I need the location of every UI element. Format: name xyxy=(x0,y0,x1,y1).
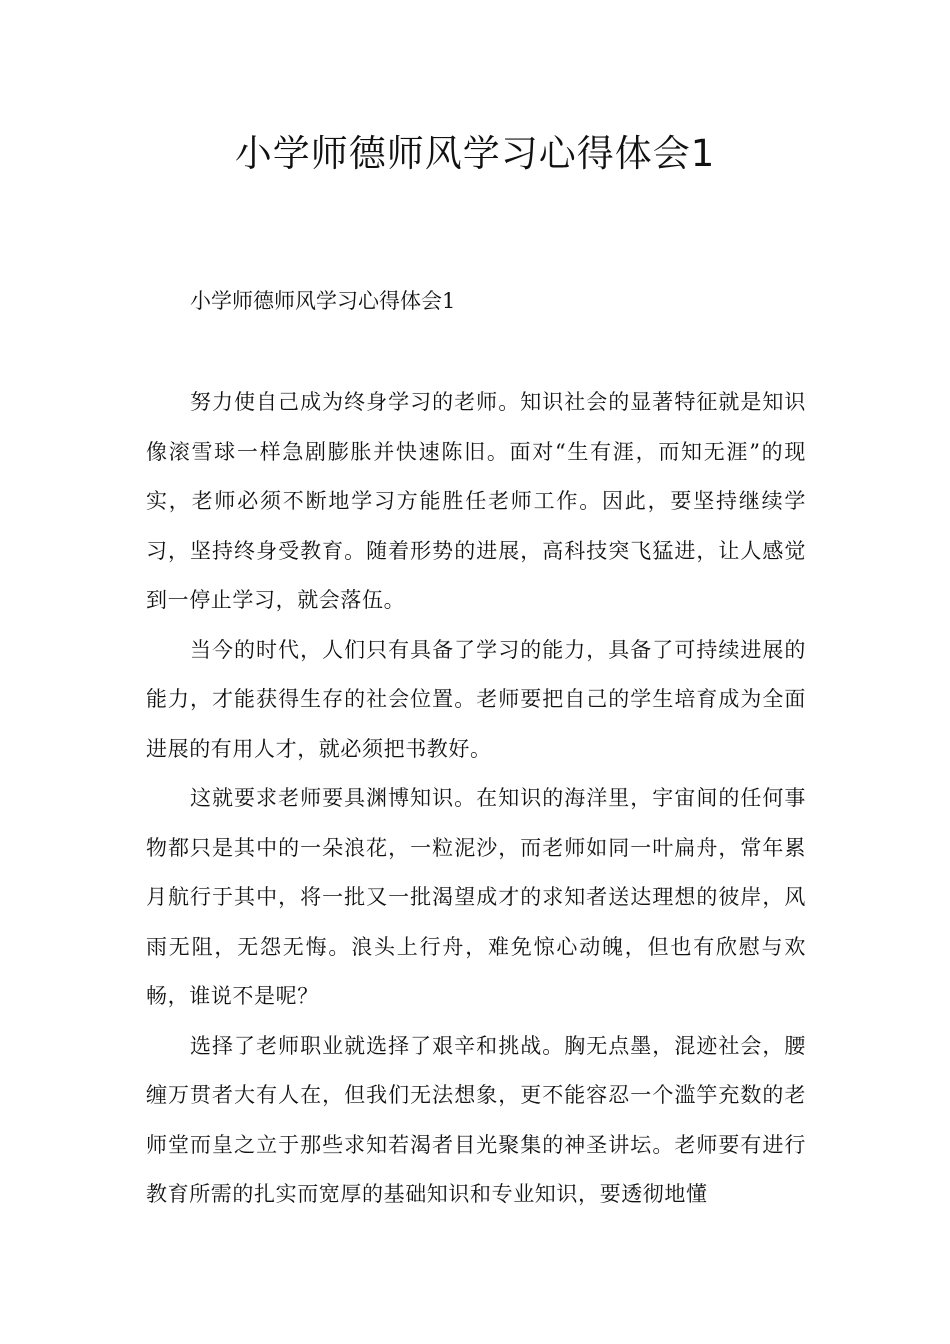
document-subheading: 小学师德师风学习心得体会1 xyxy=(190,289,456,313)
paragraph: 努力使自己成为终身学习的老师。知识社会的显著特征就是知识像滚雪球一样急剧膨胀并快速陈旧。面对“生有涯，而知无涯”的现实，老师必须不断地学习方能胜任老师工作。因此，要坚持继续学习，坚持终身受教育。随着形势的进展，高科技突飞猛进，让人感觉到一停止学习，就会落伍。 xyxy=(146,390,806,612)
paragraph: 这就要求老师要具渊博知识。在知识的海洋里，宇宙间的任何事物都只是其中的一朵浪花，一粒泥沙，而老师如同一叶扁舟，常年累月航行于其中，将一批又一批渴望成才的求知者送达理想的彼岸，风雨无阻，无怨无悔。浪头上行舟，难免惊心动魄，但也有欣慰与欢畅，谁说不是呢？ xyxy=(146,786,806,1008)
document-title: 小学师德师风学习心得体会1 xyxy=(234,132,716,175)
paragraph: 当今的时代，人们只有具备了学习的能力，具备了可持续进展的能力，才能获得生存的社会位置。老师要把自己的学生培育成为全面进展的有用人才，就必须把书教好。 xyxy=(146,637,806,761)
document-body xyxy=(146,378,806,1220)
paragraph: 选择了老师职业就选择了艰辛和挑战。胸无点墨，混迹社会，腰缠万贯者大有人在，但我们无法想象，更不能容忍一个滥竽充数的老师堂而皇之立于那些求知若渴者目光聚集的神圣讲坛。老师要有进行教育所需的扎实而宽厚的基础知识和专业知识，要透彻地懂 xyxy=(146,1033,806,1206)
